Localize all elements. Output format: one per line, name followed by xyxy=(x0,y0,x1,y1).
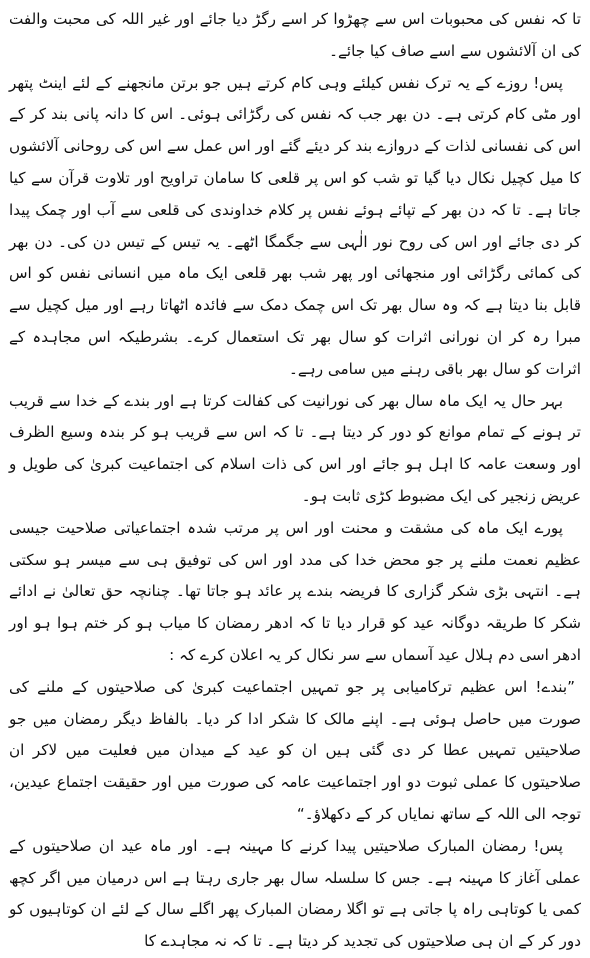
paragraph-intro: تا کہ نفس کی محبوبات اس سے چھڑوا کر اسے رگڑ دیا جائے اور غیر اللہ کی محبت والفت کی ان آلائشوں سے اسے صاف کیا جائے۔ xyxy=(9,10,581,60)
paragraph-ramadan-conclusion: پس! رمضان المبارک صلاحیتیں پیدا کرنے کا مہینہ ہے۔ اور ماہ عید ان صلاحیتوں کے عملی آغاز کا مہینہ ہے۔ جس کا سلسلہ سال بھر جاری رہتا ہے اس درمیان میں اگر کچھ کمی یا کوتاہی راہ پا جاتی ہے تو اگلا رمضان المبارک پھر اگلے سال کے لئے ان کوتاہیوں کو دور کر کے ان ہی صلاحیتوں کی تجدید کر دیتا ہے۔ تا کہ نہ مجاہدے کا xyxy=(9,836,581,951)
paragraph-month-light: بہر حال یہ ایک ماہ سال بھر کی نورانیت کی کفالت کرتا ہے اور بندے کے خدا سے قریب تر ہونے کے تمام موانع کو دور کر دیتا ہے۔ تا کہ اس سے قریب ہو کر بندہ وسیع الظرف اور وسعت عامہ کا اہل ہو جائے اور اس کی ذات اسلام کی اجتماعیت کبریٰ کی طویل و عریض زنجیر کی ایک مضبوط کڑی ثابت ہو۔ xyxy=(9,391,581,505)
paragraph-fasting-cleansing: پس! روزے کے یہ ترک نفس کیلئے وہی کام کرتے ہیں جو برتن مانجھنے کے لئے اینٹ پتھر اور مٹی کام کرتی ہے۔ دن بھر جب کہ نفس کی رگڑائی ہوئی۔ اس کا دانہ پانی بند کر کے اس کی نفسانی لذات کے دروازے بند کر دیئے گئے اور اس عمل سے اس کی روحانی آلائشوں کا میل کچیل نکال دیا گیا تو شب کو اس پر قلعی کا سامان تراویح اور تلاوت قرآن سے کیا جاتا ہے۔ تا کہ دن بھر کے تپائے ہوئے نفس پر کلام خداوندی کی قلعی سے آب اور چمک پیدا کر دی جائے اور اس کی روح نور الٰہی سے جگمگا اٹھے۔ یہ تیس کے تیس دن کی۔ دن بھر کی کمائی رگڑائی اور منجھائی اور پھر شب بھر قلعی ایک ماہ میں انسانی نفس کو اس قابل بنا دیتا ہے کہ وہ سال بھر تک اس چمک دمک سے فائدہ اٹھاتا رہے اور میل کچیل سے مبرا رہ کر ان نورانی اثرات کو سال بھر تک استعمال کرے۔ بشرطیکہ اس مجاہدہ کے اثرات کو سال بھر باقی رہنے میں سامی رہے۔ xyxy=(9,73,581,378)
paragraph-announcement-quote: ”بندے! اس عظیم ترکامیابی پر جو تمہیں اجتماعیت کبریٰ کی صلاحیتوں کے ملنے کی صورت میں حاصل ہوئی ہے۔ اپنے مالک کا شکر ادا کر دیا۔ بالفاظ دیگر رمضان میں جو صلاحیتیں تمہیں عطا کر دی گئی ہیں ان کو عید کے میدان میں فعلیت میں لاکر ان صلاحیتوں کا عملی ثبوت دو اور اجتماعیت عامہ کی صورت میں اور حقیقت اجتماع عیدین، توجہ الی اللہ کے ساتھ نمایاں کر کے دکھلاؤ۔“ xyxy=(9,677,581,823)
paragraph-eid-gratitude: پورے ایک ماہ کی مشقت و محنت اور اس پر مرتب شدہ اجتماعیاتی صلاحیت جیسی عظیم نعمت ملنے پر جو محض خدا کی مدد اور اس کی توفیق ہی سے میسر ہو سکتی ہے۔ انتہی بڑی شکر گزاری کا فریضہ بندے پر عائد ہو جاتا تھا۔ چنانچہ حق تعالیٰ نے ادائے شکر کا طریقہ دوگانہ عید کو قرار دیا تا کہ ادھر رمضان کا میاب ہو کر ختم ہوا ہو اور ادھر اسی دم ہلال عید آسماں سے سر نکال کر یہ اعلان کرے کہ : xyxy=(9,518,581,664)
